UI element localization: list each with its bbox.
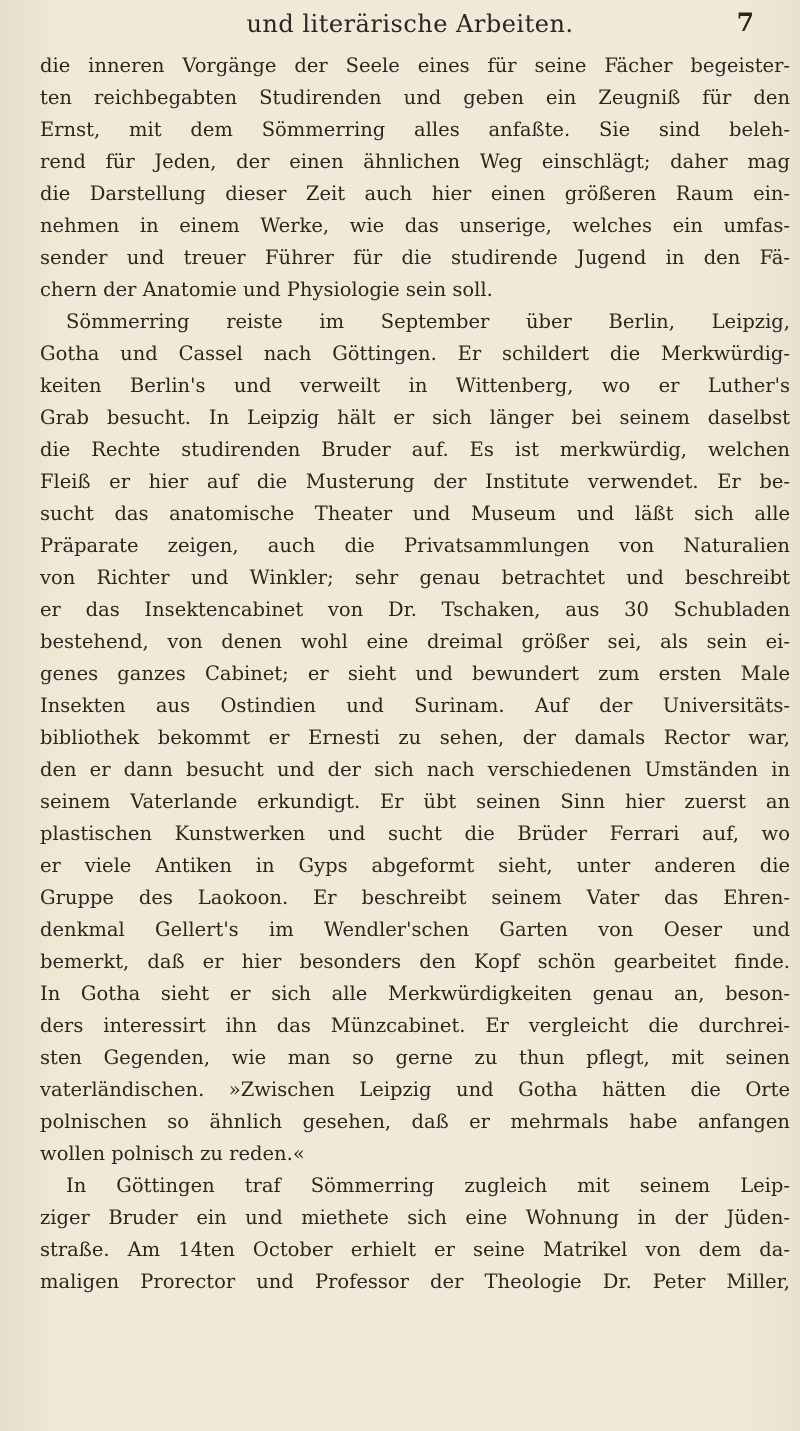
text-line: nehmen in einem Werke, wie das unserige, welches ein umfas- <box>40 214 790 237</box>
text-line: von Richter und Winkler; sehr genau betrachtet und beschreibt <box>40 566 790 589</box>
text-line: er viele Antiken in Gyps abgeformt sieht, unter anderen die <box>40 854 790 877</box>
text-line: Sömmerring reiste im September über Berlin, Leipzig, <box>66 310 790 333</box>
text-line: bemerkt, daß er hier besonders den Kopf schön gearbeitet finde. <box>40 950 790 973</box>
text-line: vaterländischen. »Zwischen Leipzig und Gotha hätten die Orte <box>40 1078 790 1101</box>
text-line: denkmal Gellert's im Wendler'schen Garten von Oeser und <box>40 918 790 941</box>
text-line: sender und treuer Führer für die studirende Jugend in den Fä- <box>40 246 790 269</box>
text-line: straße. Am 14ten October erhielt er seine Matrikel von dem da- <box>40 1238 790 1261</box>
text-line: seinem Vaterlande erkundigt. Er übt seinen Sinn hier zuerst an <box>40 790 790 813</box>
text-line: Insekten aus Ostindien und Surinam. Auf der Universitäts- <box>40 694 790 717</box>
text-line: In Gotha sieht er sich alle Merkwürdigkeiten genau an, beson- <box>40 982 790 1005</box>
text-line: genes ganzes Cabinet; er sieht und bewundert zum ersten Male <box>40 662 790 685</box>
text-line: ten reichbegabten Studirenden und geben ein Zeugniß für den <box>40 86 790 109</box>
text-line: Fleiß er hier auf die Musterung der Institute verwendet. Er be- <box>40 470 790 493</box>
text-line: die inneren Vorgänge der Seele eines für seine Fächer begeister- <box>40 54 790 77</box>
text-line: In Göttingen traf Sömmerring zugleich mit seinem Leip- <box>66 1174 790 1197</box>
text-line: ziger Bruder ein und miethete sich eine Wohnung in der Jüden- <box>40 1206 790 1229</box>
text-line: Ernst, mit dem Sömmerring alles anfaßte. Sie sind beleh- <box>40 118 790 141</box>
text-line: Gruppe des Laokoon. Er beschreibt seinem Vater das Ehren- <box>40 886 790 909</box>
text-line: Präparate zeigen, auch die Privatsammlungen von Naturalien <box>40 534 790 557</box>
text-line: chern der Anatomie und Physiologie sein soll. <box>40 278 493 301</box>
text-line: die Rechte studirenden Bruder auf. Es ist merkwürdig, welchen <box>40 438 790 461</box>
text-line: den er dann besucht und der sich nach verschiedenen Umständen in <box>40 758 790 781</box>
text-line: plastischen Kunstwerken und sucht die Brüder Ferrari auf, wo <box>40 822 790 845</box>
running-head: und literärische Arbeiten. <box>246 10 574 38</box>
text-line: ders interessirt ihn das Münzcabinet. Er vergleicht die durchrei- <box>40 1014 790 1037</box>
text-line: Grab besucht. In Leipzig hält er sich länger bei seinem daselbst <box>40 406 790 429</box>
text-line: er das Insektencabinet von Dr. Tschaken, aus 30 Schubladen <box>40 598 790 621</box>
page-header <box>60 4 760 44</box>
text-line: polnischen so ähnlich gesehen, daß er mehrmals habe anfangen <box>40 1110 790 1133</box>
text-line: bibliothek bekommt er Ernesti zu sehen, der damals Rector war, <box>40 726 790 749</box>
text-line: maligen Prorector und Professor der Theologie Dr. Peter Miller, <box>40 1270 790 1293</box>
body-text <box>40 50 790 1298</box>
text-line: keiten Berlin's und verweilt in Wittenberg, wo er Luther's <box>40 374 790 397</box>
text-line: die Darstellung dieser Zeit auch hier einen größeren Raum ein- <box>40 182 790 205</box>
page-number: 7 <box>736 8 754 37</box>
text-line: sucht das anatomische Theater und Museum und läßt sich alle <box>40 502 790 525</box>
text-line: Gotha und Cassel nach Göttingen. Er schildert die Merkwürdig- <box>40 342 790 365</box>
text-line: sten Gegenden, wie man so gerne zu thun pflegt, mit seinen <box>40 1046 790 1069</box>
text-line: wollen polnisch zu reden.« <box>40 1142 305 1165</box>
text-line: bestehend, von denen wohl eine dreimal größer sei, als sein ei- <box>40 630 790 653</box>
text-line: rend für Jeden, der einen ähnlichen Weg einschlägt; daher mag <box>40 150 790 173</box>
